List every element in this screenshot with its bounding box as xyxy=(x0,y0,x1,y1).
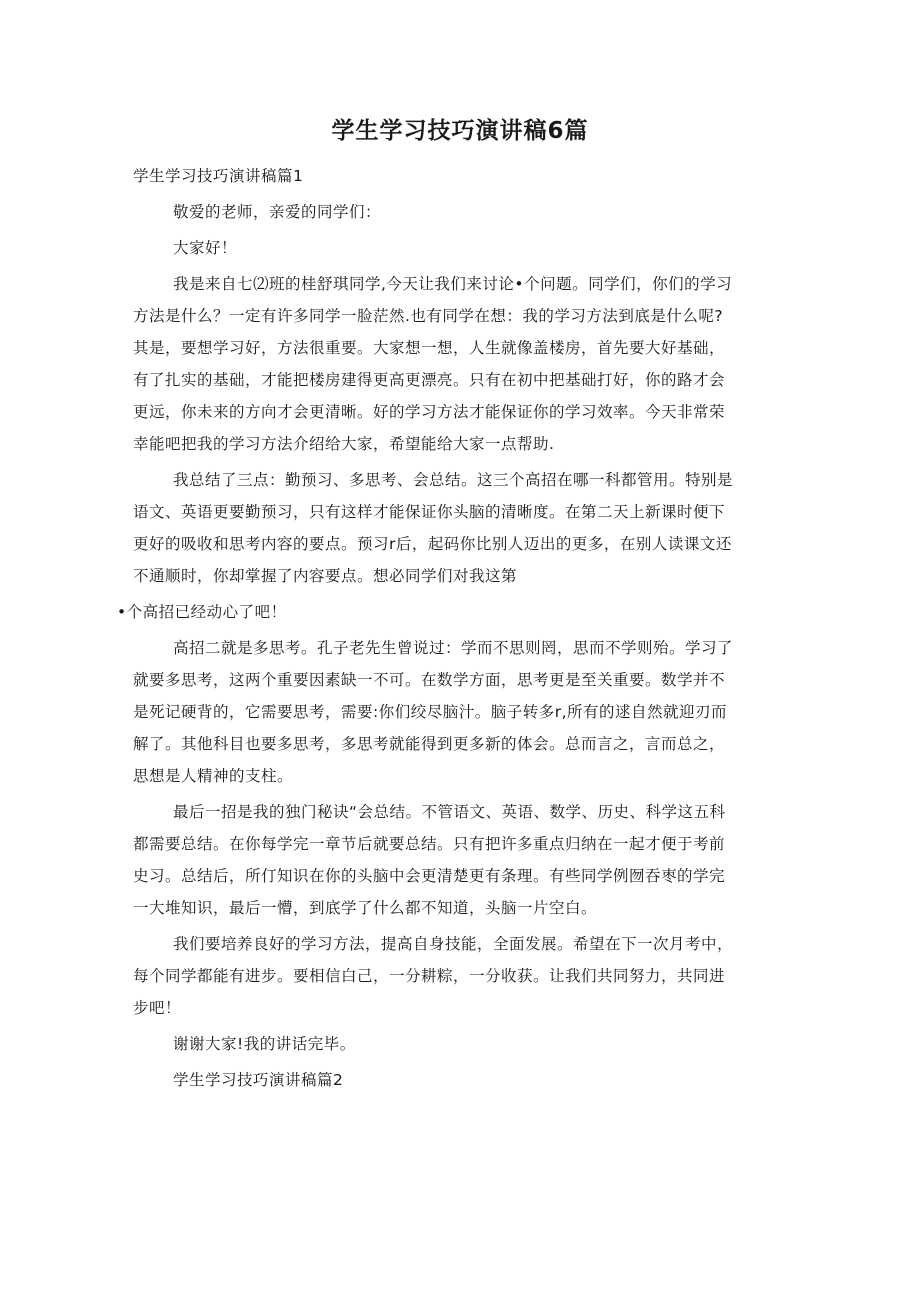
paragraph-line: 史习。总结后，所仃知识在你的头脑中会更清楚更有条理。有些同学例囫吞枣的学完 xyxy=(133,867,726,885)
paragraph-line: 解了。其他科目也要多思考，多思考就能得到更多新的体会。总而言之，言而总之， xyxy=(133,735,726,753)
section-heading-2: 学生学习技巧演讲稿篇2 xyxy=(173,1071,344,1089)
paragraph-line: 高招二就是多思考。孔子老先生曾说过：学而不思则罔，思而不学则殆。学习了 xyxy=(173,639,734,657)
paragraph-line: 其是，要想学习好，方法很重要。大家想一想，人生就像盖楼房，首先要大好基础， xyxy=(133,339,726,357)
document-body xyxy=(117,160,773,1096)
paragraph-summarize xyxy=(133,796,773,924)
paragraph-line: 更好的吸收和思考内容的要点。预习r后，起码你比别人迈出的更多，在别人读课文还 xyxy=(133,535,732,553)
document-title: 学生学习技巧演讲稿6篇 xyxy=(331,118,589,144)
paragraph-line: 思想是人精神的支柱。 xyxy=(133,767,294,785)
paragraph-line: 每个同学都能有进步。要相信白己，一分耕粽，一分收获。让我们共同努力，共同进 xyxy=(133,967,726,985)
paragraph-line: 有了扎实的基础，才能把楼房建得更高更漂亮。只有在初中把基础打好，你的路才会 xyxy=(133,371,726,389)
paragraph-think-more xyxy=(133,632,773,792)
closing-remark: 谢谢大家!我的讲话完毕。 xyxy=(173,1035,356,1053)
paragraph-line: 一大堆知识，最后一懵，到底学了什么都不知道，头脑一片空白。 xyxy=(133,899,598,917)
paragraph-intro xyxy=(133,268,773,460)
paragraph-three-points xyxy=(117,464,773,628)
paragraph-line: 是死记硬背的，它需要思考，需要:你们绞尽脑汁。脑子转多r,所有的逑自然就迎刃而 xyxy=(133,703,728,721)
paragraph-line: 最后一招是我的独门秘诀“会总结。不管语文、英语、数学、历史、科学这五科 xyxy=(173,803,726,821)
paragraph-line: 步吧！ xyxy=(133,999,182,1017)
paragraph-line: 我是来自七⑵班的桂舒琪同学,今天让我们来讨论•个问题。同学们，你们的学习 xyxy=(173,275,733,293)
paragraph-line: 不通顺时，你却掌握了内容要点。想必同学们对我这第 xyxy=(133,567,518,585)
salutation: 敬爱的老师，亲爱的同学们： xyxy=(173,203,382,221)
bullet-line: •个高招已经动心了吧！ xyxy=(117,603,287,621)
paragraph-line: 我们要培养良好的学习方法，提高自身技能，全面发展。希望在下一次月考中， xyxy=(173,935,734,953)
paragraph-line: 方法是什么？一定有许多同学一脸茫然.也有同学在想：我的学习方法到底是什么呢? xyxy=(133,307,724,325)
paragraph-line: 更远，你未来的方向才会更清晰。好的学习方法才能保证你的学习效率。今天非常荣 xyxy=(133,403,726,421)
paragraph-line: 语文、英语更要勤预习，只有这样才能保证你头脑的清晰度。在第二天上新课时便下 xyxy=(133,503,726,521)
paragraph-line: 都需要总结。在你每学完一章节后就要总结。只有把许多重点归纳在一起才便于考前 xyxy=(133,835,726,853)
greeting: 大家好！ xyxy=(173,239,238,257)
section-heading-1: 学生学习技巧演讲稿篇1 xyxy=(133,167,304,185)
paragraph-line: 就要多思考，这两个重要因素缺一不可。在数学方面，思考更是至关重要。数学并不 xyxy=(133,671,726,689)
paragraph-conclusion xyxy=(133,928,773,1024)
paragraph-line: 我总结了三点：勤预习、多思考、会总结。这三个高招在哪一科都管用。特别是 xyxy=(173,471,734,489)
paragraph-line: 幸能吧把我的学习方法介绍给大家，希望能给大家一点帮助. xyxy=(133,435,555,453)
